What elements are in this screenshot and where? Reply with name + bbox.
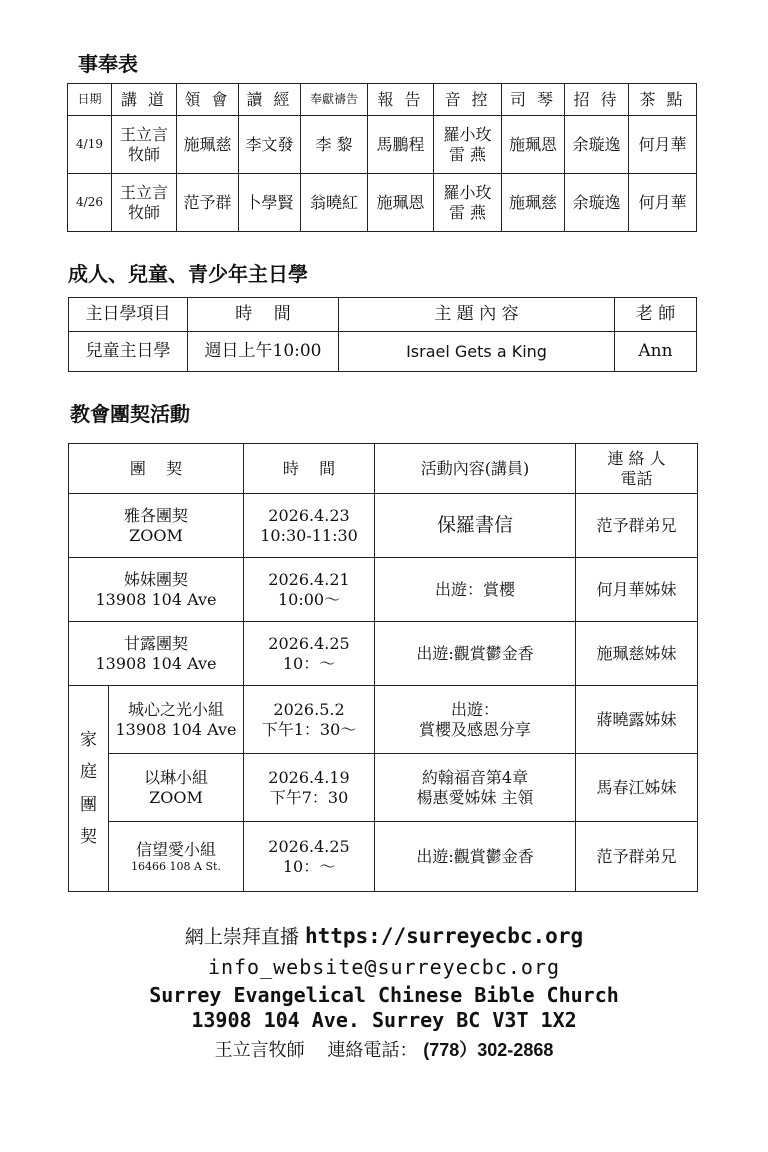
piano-cell: 施珮慈 (502, 174, 565, 232)
header-piano: 司 琴 (502, 84, 565, 116)
content-cell: 出遊:觀賞鬱金香 (375, 622, 576, 686)
group-cell: 姊妹團契 13908 104 Ave (69, 558, 244, 622)
footer-contact (0, 1036, 768, 1062)
contact-cell: 施珮慈姊妹 (576, 622, 698, 686)
section-title-fellowship: 教會團契活動 (70, 402, 190, 426)
header-lead: 領 會 (177, 84, 239, 116)
church-name: Surrey Evangelical Chinese Bible Church (149, 983, 619, 1007)
group-cell: 信望愛小組 16466 108 A St. (109, 822, 244, 892)
time-cell: 2026.4.25 10：～ (244, 622, 375, 686)
header-date: 日期 (68, 84, 112, 116)
group-cell: 雅各團契 ZOOM (69, 494, 244, 558)
content-cell: 約翰福音第4章 楊惠愛姊妹 主領 (375, 754, 576, 822)
section-title-sunday-school: 成人、兒童、青少年主日學 (68, 262, 308, 286)
sermon-cell: 王立言 牧師 (112, 174, 177, 232)
report-cell: 馬鵬程 (368, 116, 434, 174)
header-offering-prayer: 奉獻禱告 (301, 84, 368, 116)
time-cell: 2026.5.2 下午1：30～ (244, 686, 375, 754)
header-report: 報 告 (368, 84, 434, 116)
sound-cell: 羅小玫 雷 燕 (434, 174, 502, 232)
header-tea: 茶 點 (629, 84, 697, 116)
header-sound: 音 控 (434, 84, 502, 116)
sound-cell: 羅小玫 雷 燕 (434, 116, 502, 174)
contact-cell: 蔣曉露姊妹 (576, 686, 698, 754)
date-cell: 4/19 (68, 116, 112, 174)
header-time: 時 間 (188, 298, 339, 332)
time-cell: 2026.4.25 10：～ (244, 822, 375, 892)
offering-cell: 李 黎 (301, 116, 368, 174)
reading-cell: 卜學賢 (239, 174, 301, 232)
sermon-cell: 王立言 牧師 (112, 116, 177, 174)
table-row (68, 116, 697, 174)
group-cell: 城心之光小組 13908 104 Ave (109, 686, 244, 754)
header-group: 團 契 (69, 444, 244, 494)
usher-cell: 余璇逸 (565, 116, 629, 174)
group-cell: 甘露團契 13908 104 Ave (69, 622, 244, 686)
header-item: 主日學項目 (69, 298, 188, 332)
fellowship-table (68, 443, 698, 892)
table-header-row (69, 444, 698, 494)
offering-cell: 翁曉紅 (301, 174, 368, 232)
teacher-cell: Ann (615, 332, 697, 372)
table-row (69, 822, 698, 892)
time-cell: 2026.4.19 下午7：30 (244, 754, 375, 822)
section-title-schedule: 事奉表 (78, 52, 138, 76)
header-time: 時 間 (244, 444, 375, 494)
table-row (69, 558, 698, 622)
content-cell: 出遊： 賞櫻及感恩分享 (375, 686, 576, 754)
header-teacher: 老 師 (615, 298, 697, 332)
table-row (69, 622, 698, 686)
header-sermon: 講 道 (112, 84, 177, 116)
content-cell: 出遊：賞櫻 (375, 558, 576, 622)
header-topic: 主 題 內 容 (339, 298, 615, 332)
email-link[interactable]: info_website@surreyecbc.org (207, 955, 561, 979)
content-cell: 出遊:觀賞鬱金香 (375, 822, 576, 892)
lead-cell: 施珮慈 (177, 116, 239, 174)
tea-cell: 何月華 (629, 174, 697, 232)
reading-cell: 李文發 (239, 116, 301, 174)
website-link[interactable]: https://surreyecbc.org (304, 924, 584, 948)
date-cell: 4/26 (68, 174, 112, 232)
content-cell: 保羅書信 (375, 494, 576, 558)
usher-cell: 余璇逸 (565, 174, 629, 232)
family-group-label: 家 庭 團 契 (69, 686, 109, 892)
table-row (69, 686, 698, 754)
phone-label: 連絡電話： (327, 1040, 418, 1061)
contact-cell: 范予群弟兄 (576, 494, 698, 558)
service-schedule-table (67, 83, 697, 232)
table-row (69, 754, 698, 822)
phone-number: (778）302-2868 (423, 1040, 554, 1060)
footer-live-stream (0, 922, 768, 949)
contact-cell: 馬春江姊妹 (576, 754, 698, 822)
piano-cell: 施珮恩 (502, 116, 565, 174)
group-cell: 以琳小組 ZOOM (109, 754, 244, 822)
tea-cell: 何月華 (629, 116, 697, 174)
time-cell: 2026.4.23 10:30-11:30 (244, 494, 375, 558)
time-cell: 週日上午10:00 (188, 332, 339, 372)
topic-cell: Israel Gets a King (339, 332, 615, 372)
time-cell: 2026.4.21 10:00～ (244, 558, 375, 622)
sunday-school-table (68, 297, 697, 372)
table-header-row (68, 84, 697, 116)
report-cell: 施珮恩 (368, 174, 434, 232)
item-cell: 兒童主日學 (69, 332, 188, 372)
header-contact: 連 絡 人 電話 (576, 444, 698, 494)
contact-cell: 范予群弟兄 (576, 822, 698, 892)
lead-cell: 范予群 (177, 174, 239, 232)
table-row (69, 332, 697, 372)
church-address: 13908 104 Ave. Surrey BC V3T 1X2 (191, 1008, 577, 1032)
contact-cell: 何月華姊妹 (576, 558, 698, 622)
header-reading: 讀 經 (239, 84, 301, 116)
table-row (69, 494, 698, 558)
table-row (68, 174, 697, 232)
header-usher: 招 待 (565, 84, 629, 116)
pastor-name: 王立言牧師 (214, 1040, 305, 1061)
live-stream-label: 網上崇拜直播 (184, 926, 299, 948)
header-content: 活動內容(講員) (375, 444, 576, 494)
table-header-row (69, 298, 697, 332)
